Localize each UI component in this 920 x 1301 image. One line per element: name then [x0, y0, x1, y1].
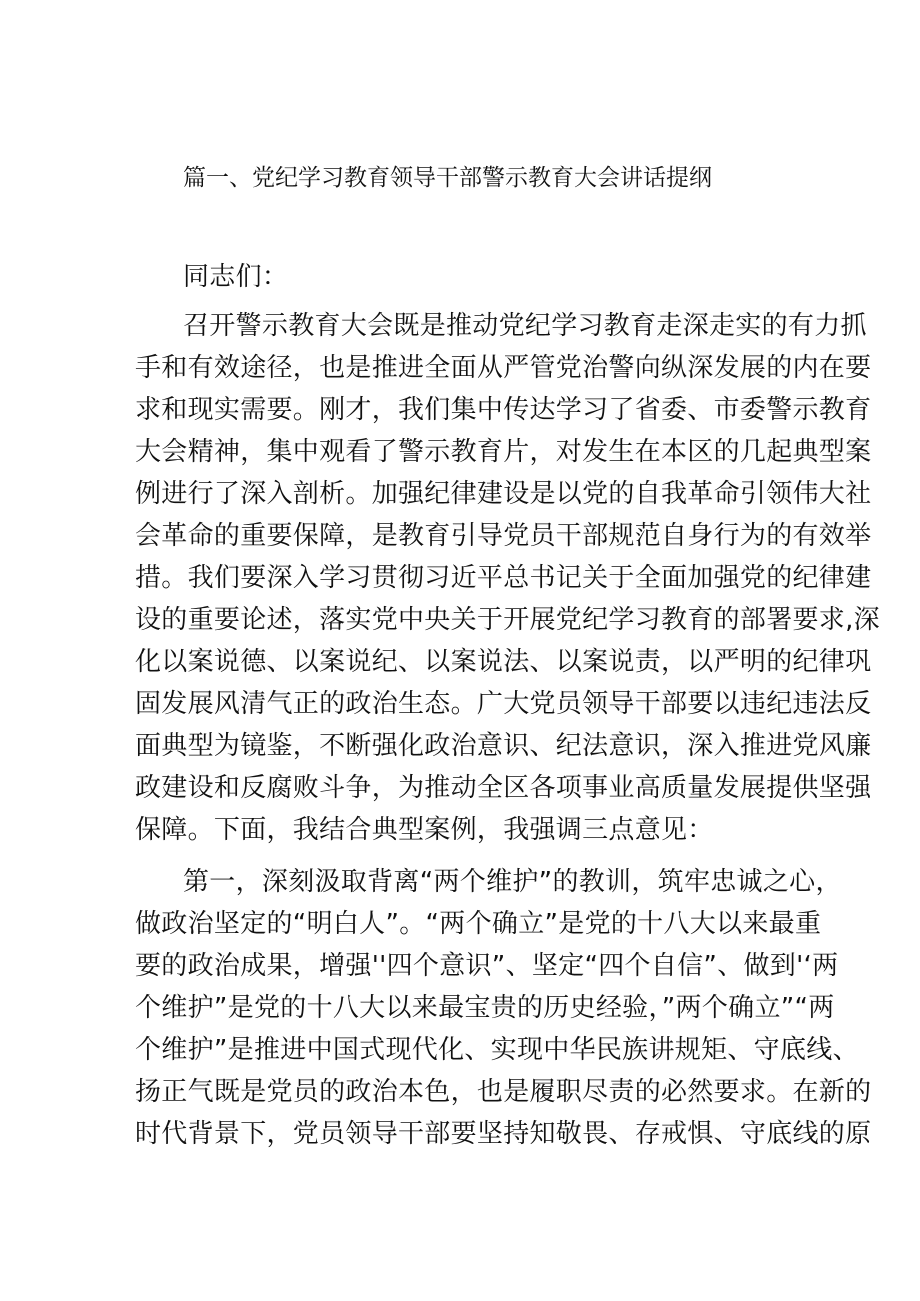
paragraph-line: 个维护”是党的十八大以来最宝贵的历史经验，”两个确立”“两 [135, 993, 835, 1023]
paragraph-line: 做政治坚定的“明白人”。“两个确立”是党的十八大以来最重 [135, 909, 822, 939]
document-title: 篇一、党纪学习教育领导干部警示教育大会讲话提纲 [183, 165, 712, 191]
paragraph-line: 例进行了深入剖析。加强纪律建设是以党的自我革命引领伟大社 [135, 479, 872, 509]
paragraph-line: 要的政治成果，增强''四个意识”、坚定“四个自信”、做到'‘两 [135, 951, 839, 981]
paragraph-line: 召开警示教育大会既是推动党纪学习教育走深走实的有力抓 [183, 311, 867, 341]
paragraph-line: 个维护”是推进中国式现代化、实现中华民族讲规矩、守底线、 [135, 1035, 859, 1065]
paragraph-line: 时代背景下，党员领导干部要坚持知敬畏、存戒惧、守底线的原 [135, 1119, 872, 1149]
paragraph-line: 大会精神，集中观看了警示教育片，对发生在本区的几起典型案 [135, 437, 872, 467]
paragraph-line: 固发展风清气正的政治生态。广大党员领导干部要以违纪违法反 [135, 689, 872, 719]
salutation: 同志们： [183, 262, 289, 292]
paragraph-line: 化以案说德、以案说纪、以案说法、以案说责，以严明的纪律巩 [135, 647, 872, 677]
paragraph-line: 面典型为镜鉴，不断强化政治意识、纪法意识，深入推进党风廉 [135, 731, 872, 761]
paragraph-line: 第一，深刻汲取背离“两个维护”的教训，筑牢忠诚之心， [183, 867, 842, 897]
paragraph-line: 保障。下面，我结合典型案例，我强调三点意见： [135, 815, 714, 845]
paragraph-line: 扬正气既是党员的政治本色，也是履职尽责的必然要求。在新的 [135, 1077, 872, 1107]
paragraph-line: 设的重要论述，落实党中央关于开展党纪学习教育的部署要求,深 [135, 605, 880, 635]
paragraph-line: 政建设和反腐败斗争，为推动全区各项事业高质量发展提供坚强 [135, 773, 872, 803]
paragraph-line: 手和有效途径，也是推进全面从严管党治警向纵深发展的内在要 [135, 353, 872, 383]
paragraph-line: 求和现实需要。刚才，我们集中传达学习了省委、市委警示教育 [135, 395, 872, 425]
paragraph-line: 措。我们要深入学习贯彻习近平总书记关于全面加强党的纪律建 [135, 563, 872, 593]
paragraph-line: 会革命的重要保障，是教育引导党员干部规范自身行为的有效举 [135, 521, 872, 551]
